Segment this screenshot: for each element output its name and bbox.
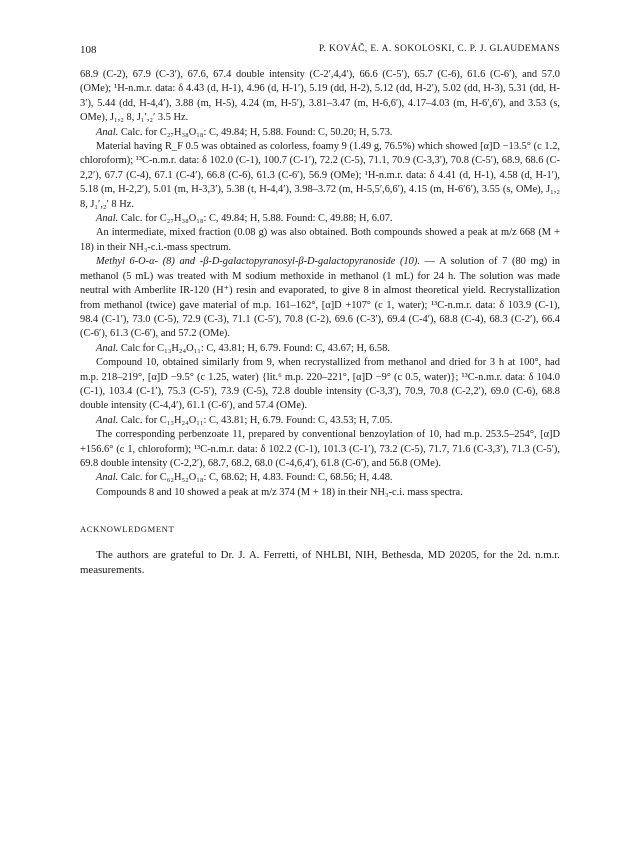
- analysis-label: Anal.: [96, 414, 119, 426]
- paragraph-analysis: [80, 212, 560, 226]
- paragraph-text: Compounds 8 and 10 showed a peak at m/z 374 (M + 18) in their NH₃-c.i. mass spectra.: [96, 486, 463, 498]
- paragraph-nmr-data: [80, 68, 560, 126]
- paragraph-analysis: [80, 342, 560, 356]
- paragraph-text: An intermediate, mixed fraction (0.08 g) was also obtained. Both compounds showed a peak at m/z 668 (M + 18) in their NH₃-c.i.-mass spectrum.: [80, 227, 560, 253]
- article-body: [80, 68, 560, 578]
- paragraph-text: Calc. for C₂₇H₃₈O₁₈: C, 49.84; H, 5.88. Found: C, 49.88; H, 6.07.: [118, 213, 393, 225]
- paragraph-text: — A solution of 7 (80 mg) in methanol (5 mL) was treated with M sodium methoxide in methanol (1 mL) for 24 h. The solution was made neutral with Amberlite IR-120 (H⁺) resin and evaporated, to give 8 in almost theoretical yield. Recrystallization from methanol (twice) gave material of m.p. 161–162°, [α]D +107° (c 1, water); ¹³C-n.m.r. data: δ 103.9 (C-1), 98.4 (C-1′), 73.0 (C-5), 72.9 (C-3), 71.1 (C-5′), 70.8 (C-2), 69.6 (C-3′), 69.4 (C-4′), 68.8 (C-4), 68.3 (C-2′), 66.4 (C-6′), 61.3 (C-6′), and 57.2 (OMe).: [80, 256, 560, 340]
- paragraph-compound-10: [80, 356, 560, 414]
- analysis-label: Anal.: [96, 126, 119, 138]
- paragraph-text: The corresponding perbenzoate 11, prepared by conventional benzoylation of 10, had m.p. 253.5–254°, [α]D +156.6° (c 1, chloroform); ¹³C-n.m.r. data: δ 102.2 (C-1), 101.3 (C-1′), 73.2 (C-5), 71.7, 71.6 (C-3,3′), 71.3 (C-5′), 69.8 double intensity (C-2,2′), 68.7, 68.2, 68.0 (C-4,6,4′), 61.8 (C-6′), and 56.8 (OMe).: [80, 429, 560, 469]
- paragraph-text: Compound 10, obtained similarly from 9, when recrystallized from methanol and dried for 3 h at 100°, had m.p. 218–219°, [α]D −9.5° (c 1.25, water) {lit.⁶ m.p. 220–221°, [α]D −9° (c 0.5, water)}; ¹³C-n.m.r. data: δ 104.0 (C-1), 103.4 (C-1′), 75.3 (C-5′), 73.9 (C-5), 72.8 double intensity (C-3,3′), 70.9, 70.8 (C-2,2′), 69.0 (C-6), 68.8 double intensity (C-4,4′), 61.1 (C-6′), and 57.4 (OMe).: [80, 357, 560, 412]
- compound-title: Methyl 6-O-α- (8) and -β-D-galactopyranosyl-β-D-galactopyranoside (10).: [96, 256, 420, 268]
- page-number: 108: [80, 44, 97, 56]
- paragraph-analysis: [80, 126, 560, 140]
- paragraph-mass-spectra: [80, 486, 560, 500]
- paragraph-methyl-galactoside: [80, 255, 560, 341]
- paragraph-analysis: [80, 471, 560, 485]
- page-header: [80, 44, 560, 60]
- acknowledgment-block: [80, 548, 560, 578]
- paragraph-text: Calc. for C₂₇H₃₈O₁₈: C, 49.84; H, 5.88. Found: C, 50.20; H, 5.73.: [118, 126, 393, 138]
- analysis-label: Anal.: [96, 342, 119, 354]
- paragraph-text: Calc for C₁₃H₂₄O₁₁: C, 43.81; H, 6.79. Found: C, 43.67; H, 6.58.: [118, 342, 390, 354]
- analysis-label: Anal.: [96, 213, 119, 225]
- paragraph-compound-9: [80, 140, 560, 212]
- paragraph-text: Material having R_F 0.5 was obtained as colorless, foamy 9 (1.49 g, 76.5%) which showed [α]D −13.5° (c 1.2, chloroform); ¹³C-n.m.r. data: δ 102.0 (C-1), 100.7 (C-1′), 72.2 (C-5), 71.1, 70.9 (C-3,3′), 70.8 (C-5′), 68.9, 68.6 (C-2,2′), 67.7 (C-4), 67.1 (C-4′), 66.8 (C-6), 61.3 (C-6′), 56.9 (OMe); ¹H-n.m.r. data: δ 4.41 (d, H-1), 4.58 (d, H-1′), 5.18 (m, H-2,2′), 5.01 (m, H-3,3′), 5.38 (t, H-4,4′), 3.98–3.72 (m, H-5,5′,6,6′), 4.15 (m, H-6′6′), 3.55 (s, OMe), J₁,₂ 8, J₁′,₂′ 8 Hz.: [80, 141, 560, 210]
- paragraph-analysis: [80, 414, 560, 428]
- paragraph-text: 68.9 (C-2), 67.9 (C-3′), 67.6, 67.4 double intensity (C-2′,4,4′), 66.6 (C-5′), 65.7 (C-6), 61.6 (C-6′), and 57.0 (OMe); ¹H-n.m.r. data: δ 4.43 (d, H-1), 4.96 (d, H-1′), 5.19 (dd, H-2), 5.12 (dd, H-2′), 5.02 (dd, H-3), 5.31 (dd, H-3′), 5.44 (dd, H-4,4′), 3.88 (m, H-5), 4.24 (m, H-5′), 3.81–3.47 (m, H-6,6′), 4.17–4.03 (m, H-6′,6′), and 3.53 (s, OMe), J₁,₂ 8, J₁′,₂′ 3.5 Hz.: [80, 69, 560, 124]
- paragraph-intermediate: [80, 226, 560, 255]
- paragraph-text: Calc. for C₆₂H₅₂O₁₈: C, 68.62; H, 4.83. Found: C, 68.56; H, 4.48.: [118, 472, 393, 484]
- running-head: P. KOVÁČ, E. A. SOKOLOSKI, C. P. J. GLAUDEMANS: [318, 44, 560, 54]
- paragraph-perbenzoate: [80, 428, 560, 471]
- acknowledgment-text: The authors are grateful to Dr. J. A. Ferretti, of NHLBI, NIH, Bethesda, MD 20205, for the 2d. n.m.r. measurements.: [80, 549, 560, 577]
- analysis-label: Anal.: [96, 472, 119, 484]
- paragraph-text: Calc. for C₁₃H₂₄O₁₁: C, 43.81; H, 6.79. Found: C, 43.53; H, 7.05.: [118, 414, 393, 426]
- section-heading: ACKNOWLEDGMENT: [80, 524, 175, 535]
